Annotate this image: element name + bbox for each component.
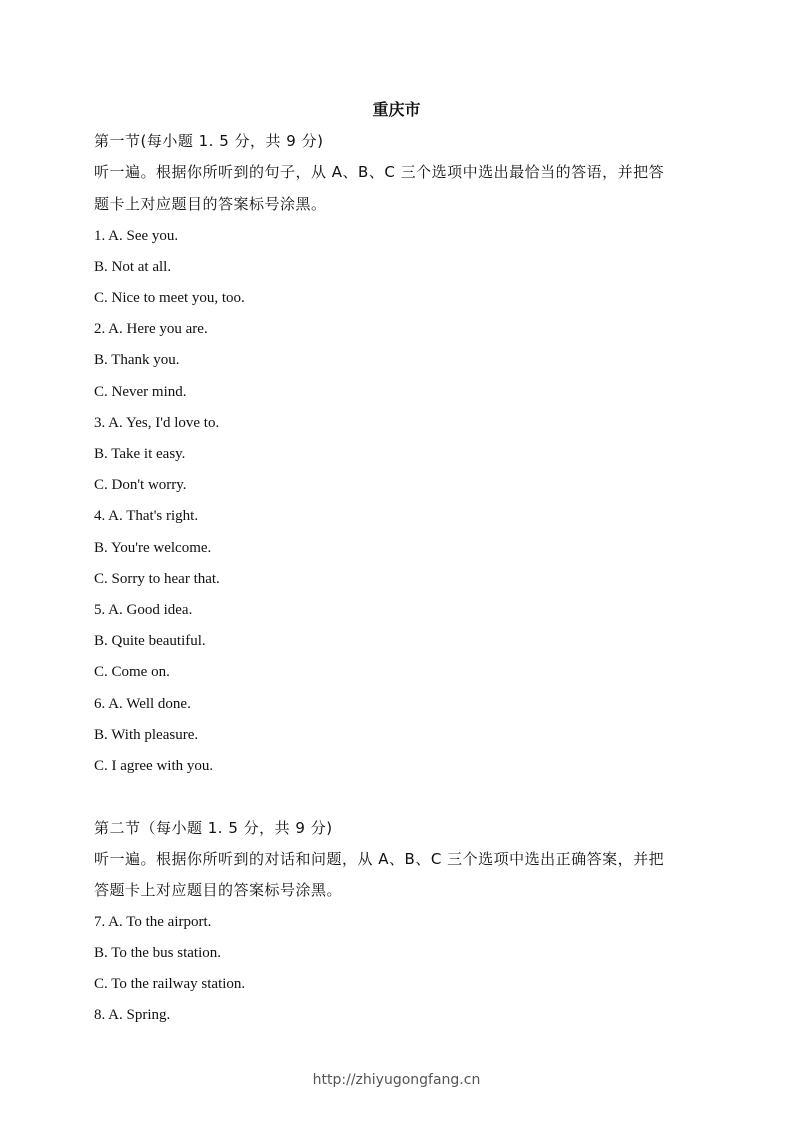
question-option: 2. A. Here you are.: [94, 321, 208, 337]
page-title: 重庆市: [372, 100, 421, 119]
question-option: B. Quite beautiful.: [94, 633, 206, 649]
question-option: 6. A. Well done.: [94, 696, 191, 712]
question-option: 5. A. Good idea.: [94, 602, 193, 618]
question-option: C. Nice to meet you, too.: [94, 290, 245, 306]
question-option: C. Sorry to hear that.: [94, 571, 220, 587]
question-option: 3. A. Yes, I'd love to.: [94, 415, 220, 431]
section1-heading: 第一节(每小题 1. 5 分，共 9 分): [94, 132, 324, 150]
question-option: C. Don't worry.: [94, 477, 187, 493]
question-option: B. Not at all.: [94, 259, 172, 275]
question-option: 8. A. Spring.: [94, 1007, 171, 1023]
section1-instruction-line2: 题卡上对应题目的答案标号涂黑。: [94, 195, 327, 213]
question-option: B. Take it easy.: [94, 446, 186, 462]
question-option: 7. A. To the airport.: [94, 914, 212, 930]
question-option: C. Come on.: [94, 664, 170, 680]
question-option: B. Thank you.: [94, 352, 180, 368]
section2-heading: 第二节（每小题 1. 5 分，共 9 分): [94, 819, 333, 837]
question-option: 1. A. See you.: [94, 228, 179, 244]
question-option: 4. A. That's right.: [94, 508, 199, 524]
section1-instruction-line1: 听一遍。根据你所听到的句子，从 A、B、C 三个选项中选出最恰当的答语，并把答: [94, 163, 665, 181]
question-option: C. Never mind.: [94, 384, 187, 400]
question-option: C. To the railway station.: [94, 976, 246, 992]
section2-instruction-line2: 答题卡上对应题目的答案标号涂黑。: [94, 881, 343, 899]
section2-instruction-line1: 听一遍。根据你所听到的对话和问题，从 A、B、C 三个选项中选出正确答案，并把: [94, 850, 665, 868]
question-option: B. To the bus station.: [94, 945, 222, 961]
question-option: B. With pleasure.: [94, 727, 199, 743]
question-option: B. You're welcome.: [94, 540, 212, 556]
footer-url: http://zhiyugongfang.cn: [312, 1072, 481, 1088]
question-option: C. I agree with you.: [94, 758, 214, 774]
